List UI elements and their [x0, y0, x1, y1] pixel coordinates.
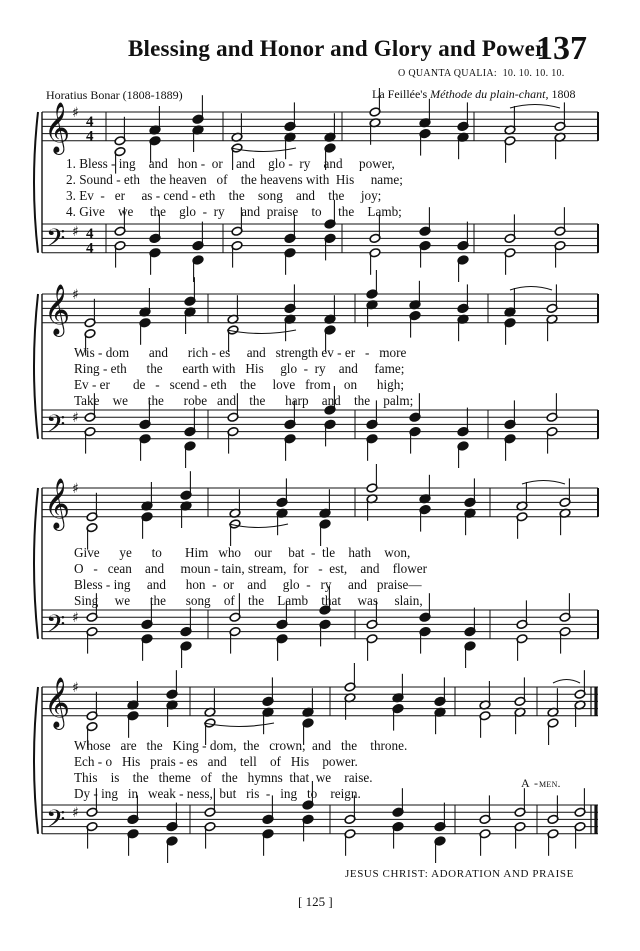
amen-lyric [521, 776, 561, 791]
time-signature-bottom: 4 [86, 128, 94, 145]
amen-men: men. [539, 778, 561, 790]
lyric-line: 2. Sound - eth the heaven of the heavens with His name; [66, 172, 403, 187]
lyric-line: 3. Ev - er as - cend - eth the song and the joy; [66, 188, 382, 203]
system-brace [34, 687, 38, 834]
composer-work: Méthode du plain-chant, [430, 87, 549, 101]
slur [522, 481, 565, 485]
key-sharp: ♯ [72, 805, 79, 822]
system-brace [34, 488, 38, 639]
author-credit: Horatius Bonar (1808-1889) [46, 88, 183, 102]
lyric-line: Ech - o His prais - es and tell of His power. [74, 754, 358, 769]
section-heading: JESUS CHRIST: ADORATION AND PRAISE [345, 868, 574, 880]
time-signature-bottom: 4 [86, 240, 94, 257]
composer-prefix: La Feillée's [372, 87, 428, 101]
key-sharp: ♯ [72, 481, 79, 497]
treble-clef: 𝄞 [44, 478, 71, 529]
lyric-line: Wis - dom and rich - es and strength ev - er - more [74, 345, 407, 360]
hymn-title: Blessing and Honor and Glory and Power [128, 36, 546, 61]
amen-a: A - [521, 776, 539, 790]
key-sharp: ♯ [72, 680, 79, 696]
lyric-line: 1. Bless - ing and hon - or and glo - ry and power, [66, 156, 395, 171]
meter: 10. 10. 10. 10. [502, 68, 565, 79]
treble-clef: 𝄞 [44, 102, 71, 153]
hymn-number: 137 [536, 30, 587, 67]
slur [510, 105, 560, 109]
page-number: [ 125 ] [298, 894, 333, 909]
bass-clef: 𝄢 [46, 610, 66, 645]
time-signature-top: 4 [86, 114, 94, 130]
lyric-line: 4. Give we the glo - ry and praise to the Lamb; [66, 204, 402, 219]
system-brace [34, 294, 38, 439]
key-sharp: ♯ [72, 410, 79, 427]
key-sharp: ♯ [72, 610, 79, 627]
lyric-line: Bless - ing and hon - or and glo - ry and praise— [74, 577, 422, 592]
composer-year: 1808 [551, 87, 576, 101]
lyric-line: This is the theme of the hymns that we raise. [74, 770, 373, 785]
lyric-line: Take we the robe and the harp and the palm; [74, 393, 414, 408]
lyric-line: Ev - er de - scend - eth the love from on high; [74, 377, 404, 392]
lyric-line: Dy - ing in weak - ness, but ris - ing to reign. [74, 786, 361, 801]
bass-clef: 𝄢 [46, 410, 66, 445]
bass-clef: 𝄢 [46, 805, 66, 840]
key-sharp: ♯ [72, 287, 79, 303]
key-sharp: ♯ [72, 224, 79, 241]
lyric-line: O - cean and moun - tain, stream, for - est, and flower [74, 561, 428, 576]
slur [553, 680, 580, 684]
tune-name: O QUANTA QUALIA: [398, 68, 497, 79]
lyric-line: Whose are the King - dom, the crown, and the throne. [74, 738, 408, 753]
bass-clef: 𝄢 [46, 224, 66, 259]
slur [510, 287, 552, 291]
time-signature-top: 4 [86, 226, 94, 242]
lyric-line: Sing we the song of the Lamb that was slain, [74, 593, 423, 608]
system-brace [34, 112, 38, 253]
treble-clef: 𝄞 [44, 284, 71, 335]
treble-clef: 𝄞 [44, 677, 71, 728]
lyric-line: Give ye to Him who our bat - tle hath won, [74, 545, 411, 560]
lyric-line: Ring - eth the earth with His glo - ry and fame; [74, 361, 405, 376]
key-sharp: ♯ [72, 105, 79, 121]
